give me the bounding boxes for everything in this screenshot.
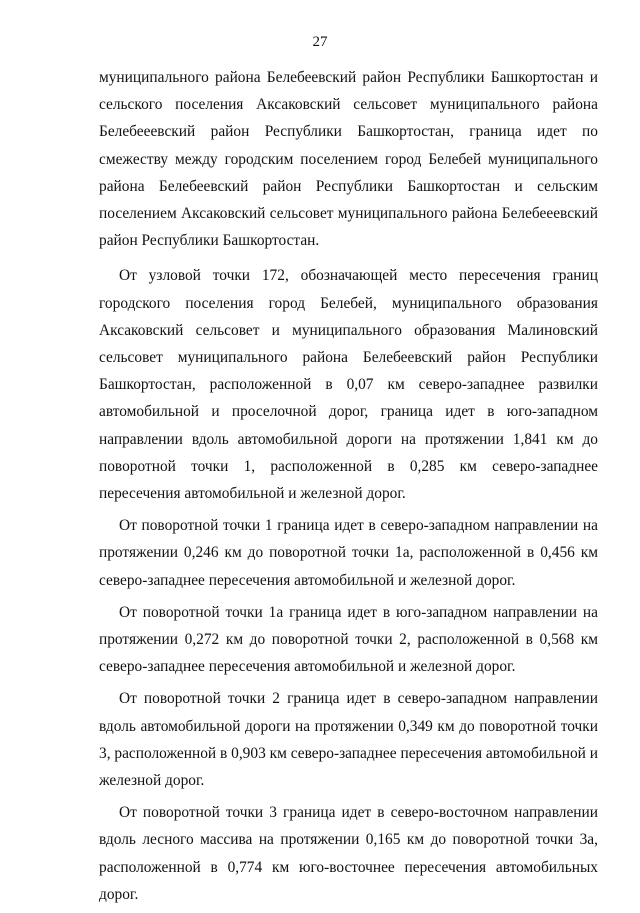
paragraph-point-1: От поворотной точки 1 граница идет в северо-западном направлении на протяжении 0,246 км до поворотной точки 1а, расположенной в 0,456 км северо-западнее пересечения автомобильной и железной дорог. — [99, 517, 598, 589]
document-body — [99, 64, 598, 913]
paragraph-point-2: От поворотной точки 2 граница идет в северо-западном направлении вдоль автомобильной дороги на протяжении 0,349 км до поворотной точки 3, расположенной в 0,903 км северо-западнее пересечения автомобильной и железной дорог. — [99, 690, 598, 790]
paragraph-continuation: муниципального района Белебеевский район Республики Башкортостан и сельского поселения Аксаковский сельсовет муниципального района Белебееевский район Республики Башкортостан, граница идет по смежеству между городским поселением город Белебей муниципального района Белебеевский район Республики Башкортостан и сельским поселением Аксаковский сельсовет муниципального района Белебееевский район Республики Башкортостан. — [99, 69, 598, 250]
paragraph-point-3: От поворотной точки 3 граница идет в северо-восточном направлении вдоль лесного массива на протяжении 0,165 км до поворотной точки 3а, расположенной в 0,774 км юго-восточнее пересечения автомобильных дорог. — [99, 804, 598, 903]
page-number: 27 — [312, 34, 328, 50]
paragraph-node-172: От узловой точки 172, обозначающей место пересечения границ городского поселения город Белебей, муниципального образования Аксаковский сельсовет и муниципального образования Малиновский сельсовет муниципального района Белебеевский район Республики Башкортостан, расположенной в 0,07 км северо-западнее развилки автомобильной и проселочной дорог, граница идет в юго-западном направлении вдоль автомобильной дороги на протяжении 1,841 км до поворотной точки 1, расположенной в 0,285 км северо-западнее пересечения автомобильной и железной дорог. — [99, 267, 598, 503]
paragraph-point-1a: От поворотной точки 1а граница идет в юго-западном направлении на протяжении 0,272 км до поворотной точки 2, расположенной в 0,568 км северо-западнее пересечения автомобильной и железной дорог. — [99, 603, 598, 676]
